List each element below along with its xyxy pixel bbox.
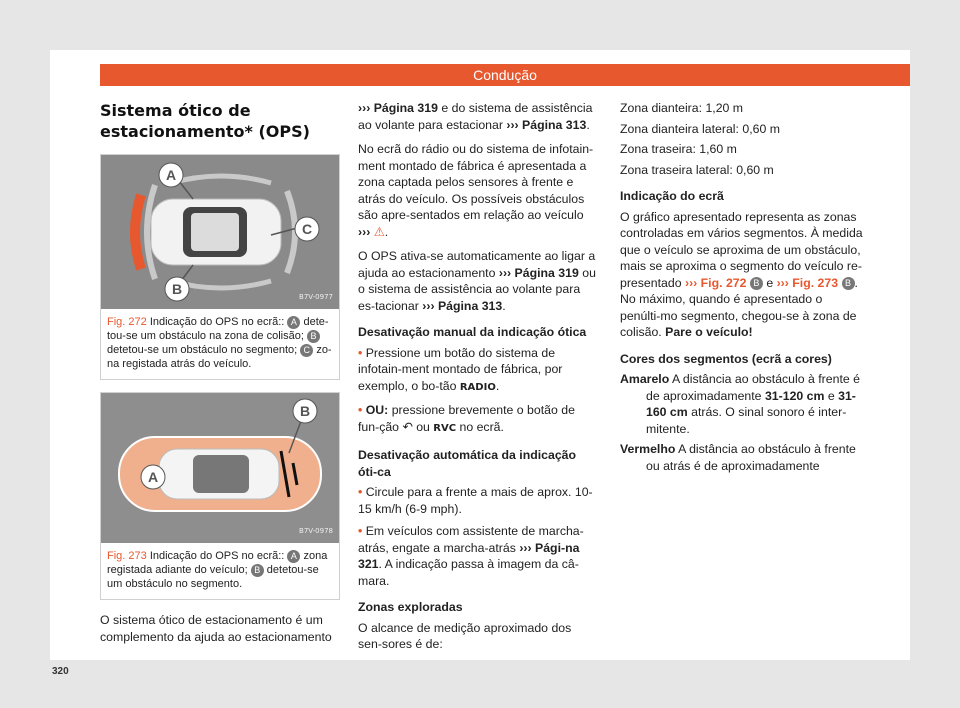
definition-amarelo xyxy=(620,371,865,437)
bullet-item xyxy=(358,402,598,437)
figure-code: B7V-0978 xyxy=(299,526,333,535)
callout-badge-b: B xyxy=(842,277,855,290)
section-title: Sistema ótico de estacionamento* (OPS) xyxy=(100,101,310,141)
figure-code: B7V-0977 xyxy=(299,292,333,301)
caption-text: Indicação do OPS no ecrã:: xyxy=(149,316,285,328)
paragraph: O alcance de medição aproximado dos sen-sores é de: xyxy=(358,620,572,651)
text: ou o sistema de assistência ao volante para es-tacionar xyxy=(358,265,596,313)
text: e xyxy=(766,275,774,290)
paragraph: O gráfico apresentado representa as zonas controladas em vários segmentos. À medida que o veículo se aproxima de um obstáculo, mais se aproxima o segmento do veículo re-presentado ››› Fig. 272 B e ››› Fig. 273 B . No máximo, quando é apresentado o penúlti-mo segmento, chegou-se à zona de colisão. Pare o veículo! xyxy=(620,209,863,339)
page-reference-link[interactable]: ››› Página 313 xyxy=(506,117,587,132)
column-left xyxy=(100,100,340,653)
car-body xyxy=(151,199,281,265)
callout-badge-a: A xyxy=(287,550,300,563)
warning-reference-link[interactable]: ››› xyxy=(358,224,371,239)
subheading-auto: Desativação automática da indicação óti-ca xyxy=(358,448,577,479)
text: No ecrã do rádio ou do sistema de infotain-ment montado de fábrica é apresentada a zona captada pelos sensores à frente e atrás do veículo. Os possíveis obstáculos são apre-sentados em relação ao veículo xyxy=(358,142,594,222)
callout-c-label: C xyxy=(301,221,313,237)
caption-text: zo-na registada atrás do veículo. xyxy=(107,344,332,370)
rvc-key: RVC xyxy=(433,422,457,434)
zone-line: Zona traseira: 1,60 m xyxy=(620,142,737,156)
caption-text: dete-tou-se um obstáculo na zona de colisão; xyxy=(107,316,329,342)
text: Pressione um botão do sistema de infotain-ment montado de fábrica, por exemplo, o bo-tão xyxy=(358,345,563,393)
text: . xyxy=(586,117,590,132)
page-reference-link[interactable]: ››› Página 313 xyxy=(422,298,503,313)
car-zone-illustration xyxy=(101,393,339,543)
subheading-zones: Zonas exploradas xyxy=(358,600,463,614)
caption-text: zona registada adiante do veículo; xyxy=(107,550,328,576)
definition-vermelho xyxy=(620,441,865,474)
text: . xyxy=(502,298,506,313)
term: Amarelo xyxy=(620,372,670,386)
callout-b-label: B xyxy=(171,281,183,297)
caption-text: detetou-se um obstáculo no segmento. xyxy=(107,564,319,590)
text: e xyxy=(827,388,835,403)
text: ou xyxy=(416,419,430,434)
chapter-header: Condução xyxy=(100,64,910,86)
text: O gráfico apresentado representa as zonas controladas em vários segmentos. À medida que o veículo se aproxima de um obstáculo, mais se aproxima o segmento do veículo re-presentado xyxy=(620,209,863,290)
subheading-colors: Cores dos segmentos (ecrã a cores) xyxy=(620,351,832,366)
stop-warning: Pare o veículo! xyxy=(665,325,753,339)
page-number: 320 xyxy=(52,666,69,677)
warning-triangle-icon: ⚠ xyxy=(373,224,385,239)
value: 31-120 cm xyxy=(764,388,825,403)
callout-a-label: A xyxy=(165,167,177,183)
subheading-manual: Desativação manual da indicação ótica xyxy=(358,325,587,339)
figure-number: Fig. 273 xyxy=(107,550,147,562)
page-reference-link[interactable]: ››› Página 319 xyxy=(498,265,579,280)
text: Em veículos com assistente de marcha-atrás, engate a marcha-atrás xyxy=(358,524,584,555)
term: Vermelho xyxy=(620,442,676,456)
bullet-item: • Circule para a frente a mais de aprox. 10-15 km/h (6-9 mph). xyxy=(358,484,598,517)
figure-reference-link[interactable]: ››› Fig. 273 xyxy=(776,275,839,290)
text: . A indicação passa à imagem da câ-mara. xyxy=(358,557,579,588)
text: No máximo, quando é apresentado o penúlti-mo segmento, chegou-se à zona de colisão. xyxy=(620,292,857,339)
text: A distância ao obstáculo à frente ou atrás é de aproximadamente xyxy=(646,442,856,473)
callout-badge-c: C xyxy=(300,344,313,357)
caption-text: detetou-se um obstáculo no segmento; xyxy=(107,344,298,356)
return-arrow-icon: ↶ xyxy=(402,419,413,434)
figure-272-caption xyxy=(101,309,339,379)
zone-line: Zona dianteira: 1,20 m xyxy=(620,101,744,115)
callout-badge-b: B xyxy=(307,330,320,343)
figure-number: Fig. 272 xyxy=(107,316,147,328)
radio-key: RADIO xyxy=(459,381,496,393)
car-top-view-illustration xyxy=(101,155,339,309)
text: pressione brevemente o botão de fun-ção xyxy=(358,403,575,434)
subheading-display: Indicação do ecrã xyxy=(620,189,724,203)
page-reference-link[interactable]: ››› Pági-na 321 xyxy=(358,540,580,571)
value: 31-160 cm xyxy=(646,388,856,419)
callout-b-label: B xyxy=(299,403,311,419)
figure-reference-link[interactable]: ››› Fig. 272 xyxy=(684,275,747,290)
zone-line: Zona traseira lateral: 0,60 m xyxy=(620,162,774,177)
intro-paragraph: O sistema ótico de estacionamento é um complemento da ajuda ao estacionamento xyxy=(100,613,332,644)
manual-page xyxy=(50,50,910,677)
figure-272-image xyxy=(101,155,339,309)
paragraph: No ecrã do rádio ou do sistema de infotain-ment montado de fábrica é apresentada a zona captada pelos sensores à frente e atrás do veículo. Os possíveis obstáculos são apre-sentados em relação ao veículo ››› ⚠. xyxy=(358,142,594,239)
column-right xyxy=(620,100,865,478)
paragraph xyxy=(358,248,598,314)
figure-273 xyxy=(100,392,340,600)
callout-a-label: A xyxy=(147,469,159,485)
callout-badge-a: A xyxy=(287,316,300,329)
caption-text: Indicação do OPS no ecrã:: xyxy=(149,550,285,562)
text: atrás. O sinal sonoro é inter-mitente. xyxy=(646,405,847,436)
figure-272 xyxy=(100,154,340,380)
text: A distância ao obstáculo à frente é de aproximadamente xyxy=(646,372,860,403)
text: O OPS ativa-se automaticamente ao ligar a ajuda ao estacionamento xyxy=(358,249,596,280)
paragraph xyxy=(358,100,598,133)
text: no ecrã. xyxy=(459,419,504,434)
callout-badge-b: B xyxy=(251,564,264,577)
zone-line: Zona dianteira lateral: 0,60 m xyxy=(620,121,780,136)
bullet-item: • Pressione um botão do sistema de infotain-ment montado de fábrica, por exemplo, o bo-tão RADIO. xyxy=(358,345,598,397)
figure-273-caption xyxy=(101,543,339,599)
text: OU: xyxy=(365,403,389,417)
bullet-item xyxy=(358,523,598,589)
column-middle xyxy=(358,100,598,661)
page-reference-link[interactable]: ››› Página 319 xyxy=(358,101,438,115)
callout-badge-b: B xyxy=(750,277,763,290)
figure-273-image xyxy=(101,393,339,543)
text: e do sistema de assistência ao volante para estacionar xyxy=(358,101,593,132)
